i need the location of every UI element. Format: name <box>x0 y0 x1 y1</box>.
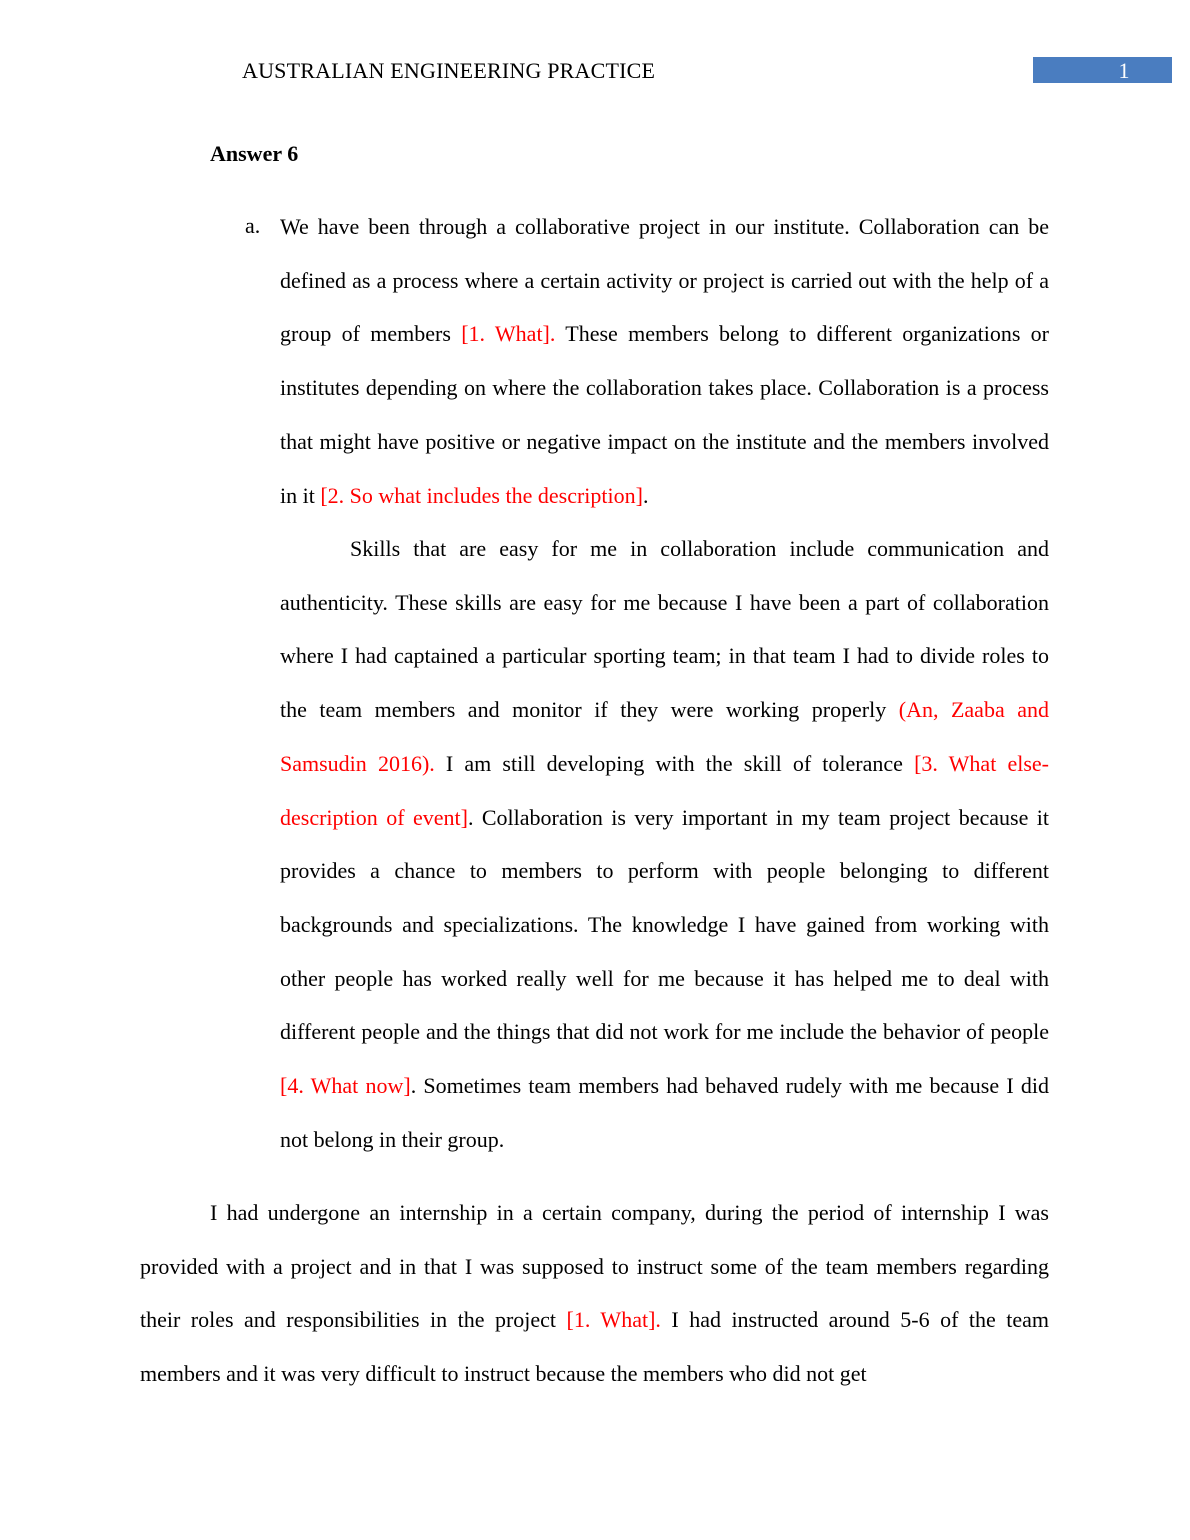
answer-heading: Answer 6 <box>210 141 299 166</box>
annotation-marker: [2. So what includes the description] <box>320 482 643 508</box>
list-marker: a. <box>245 213 261 238</box>
text-run: I am still developing with the skill of tolerance <box>434 750 915 776</box>
text-run: These members belong to different organizations or institutes depending on where the collaboration takes place. Collaboration is a process that might have positive or negative impact on the institute and the members involved in it <box>280 321 1050 508</box>
text-run: . <box>642 482 649 508</box>
citation-marker: (An, Zaaba and Samsudin 2016). <box>280 697 1049 776</box>
text-run: . Collaboration is very important in my team project because it provides a chance to members to perform with people belonging to different backgrounds and specializations. The knowledge I have gained from working with other people has worked really well for me because it has helped me to deal with different people and the things that did not work for me include the behavior of people <box>280 804 1049 1045</box>
annotation-marker: [4. What now] <box>280 1073 411 1099</box>
annotation-marker: [1. What]. <box>461 321 556 347</box>
text-run: We have been through a collaborative project in our institute. Collaboration can be defined as a process where a certain activity or project is carried out with the help of a group of members <box>280 214 1049 347</box>
page-number-box <box>1033 57 1172 83</box>
list-paragraph-2 <box>280 522 1049 1166</box>
page-number: 1 <box>1118 58 1130 83</box>
annotation-marker: [1. What]. <box>566 1307 661 1333</box>
running-header-title: AUSTRALIAN ENGINEERING PRACTICE <box>242 58 656 83</box>
list-paragraph-1 <box>280 200 1049 522</box>
text-run: Skills that are easy for me in collaboration include communication and authenticity. These skills are easy for me because I have been a part of collaboration where I had captained a particular sporting team; in that team I had to divide roles to the team members and monitor if they were working properly <box>280 536 1049 723</box>
text-run: . Sometimes team members had behaved rudely with me because I did not belong in their group. <box>280 1073 1049 1152</box>
text-run: I had instructed around 5-6 of the team members and it was very difficult to instruct because the members who did not get <box>140 1307 1049 1387</box>
body-paragraph <box>140 1186 1049 1401</box>
text-run: I had undergone an internship in a certain company, during the period of internship I was provided with a project and in that I was supposed to instruct some of the team members regarding their roles and responsibilities in the project <box>140 1200 1049 1333</box>
annotation-marker: [3. What else- description of event] <box>280 750 1049 830</box>
